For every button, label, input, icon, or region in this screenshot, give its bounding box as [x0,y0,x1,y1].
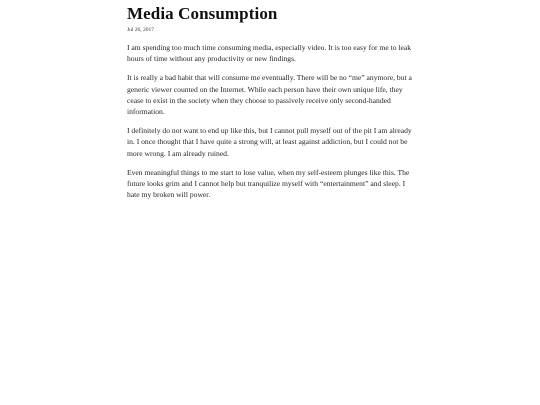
blog-post [127,4,417,208]
post-title: Media Consumption [127,4,278,23]
post-paragraph: It is really a bad habit that will consume me eventually. There will be no “me” anymore, but a generic viewer counted on the Internet. While each person have their own unique life, they cease to exist in the society when they choose to passively receive only second-handed information. [127,73,412,117]
post-body [127,42,417,200]
post-date: Jul 26, 2017 [127,27,155,33]
post-paragraph: I am spending too much time consuming media, especially video. It is too easy for me to leak hours of time without any productivity or new findings. [127,43,412,64]
post-paragraph: I definitely do not want to end up like this, but I cannot pull myself out of the pit I am already in. I once thought that I have quite a strong will, at least against addiction, but I could not be more wrong. I am already ruined. [127,126,412,158]
post-paragraph: Even meaningful things to me start to lose value, when my self-esteem plunges like this. The future looks grim and I cannot help but tranquilize myself with “entertainment” and sleep. I hate my broken will power. [127,167,410,200]
